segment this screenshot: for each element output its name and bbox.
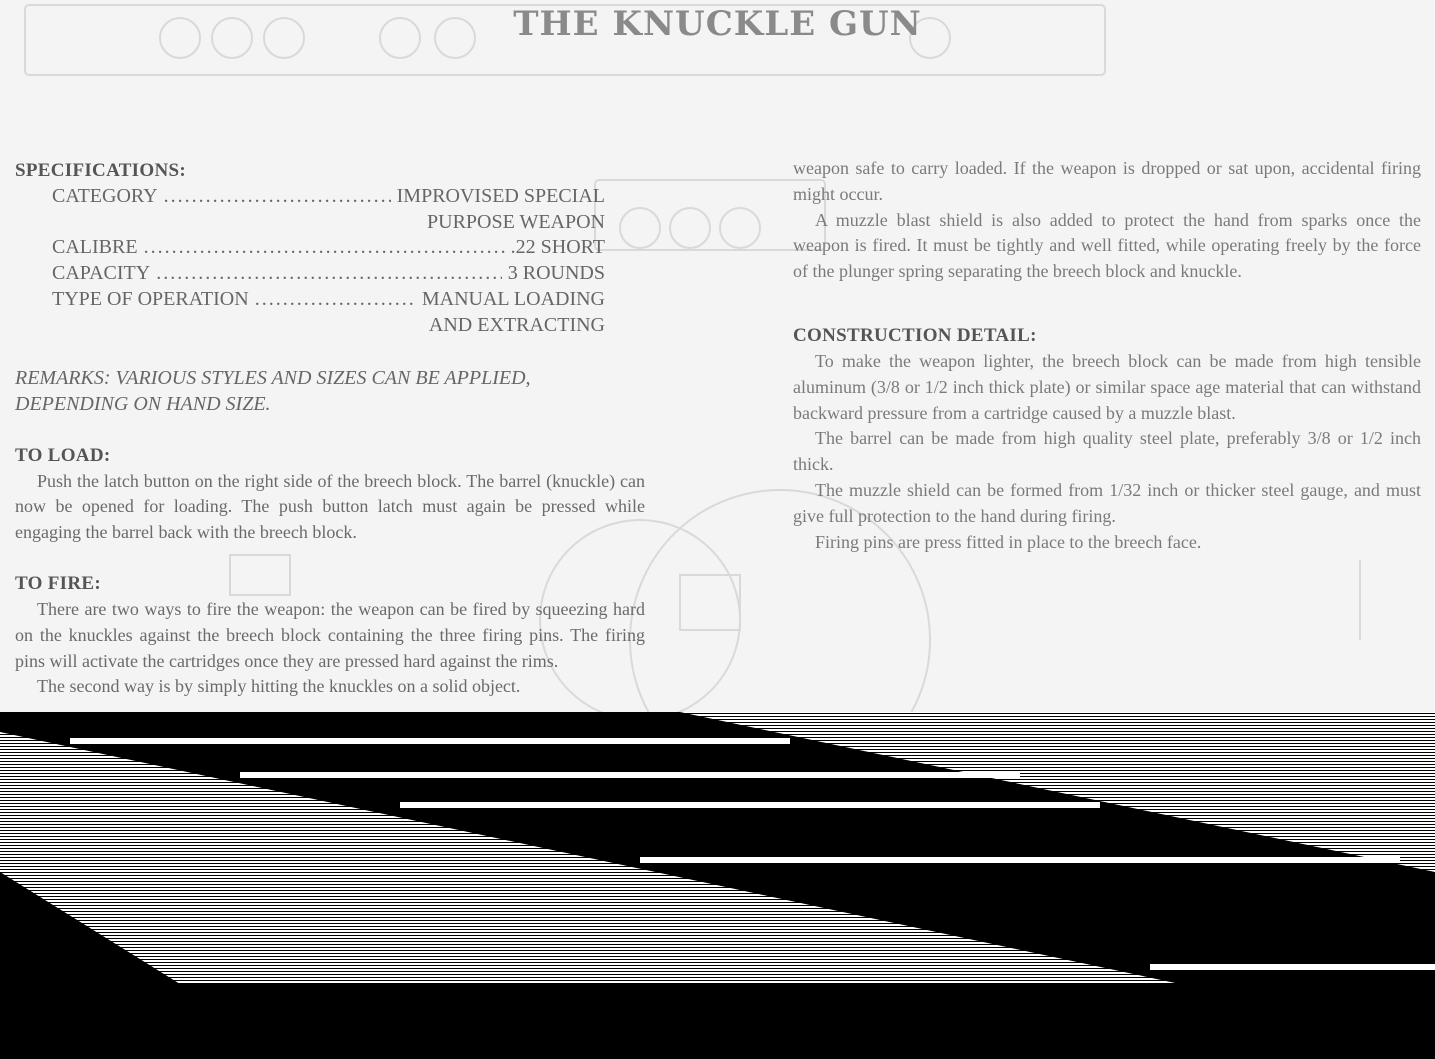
spec-row-category (52, 184, 605, 210)
spec-label: CAPACITY (52, 262, 151, 285)
leader-dots (164, 184, 391, 210)
leader-dots (156, 261, 502, 287)
scan-black-border (0, 984, 1435, 1059)
to-fire-paragraph: The second way is by simply hitting the knuckles on a solid object. (37, 676, 521, 697)
scan-artifact-bands (0, 712, 1435, 984)
spec-label: CALIBRE (52, 236, 138, 259)
leader-dots (255, 287, 416, 313)
to-load-paragraph: Push the latch button on the right side of the breech block. The barrel (knuckle) can now be opened for loading. The push button latch must again be pressed while engaging the barrel back with the breech block. (15, 470, 645, 543)
construction-heading: CONSTRUCTION DETAIL: (793, 324, 1037, 346)
scan-artifact-stripes (0, 712, 1435, 984)
construction-paragraph: Firing pins are press fitted in place to the breech face. (815, 531, 1202, 552)
page-title: THE KNUCKLE GUN (513, 4, 922, 44)
construction-paragraph: The muzzle shield can be formed from 1/32 inch or thicker steel gauge, and must give full protection to the hand during firing. (793, 479, 1421, 526)
spec-value: MANUAL LOADING (421, 287, 605, 310)
spec-row-calibre (52, 235, 605, 261)
right-column (793, 156, 1421, 555)
construction-paragraph: The barrel can be made from high quality steel plate, preferably 3/8 or 1/2 inch thick. (793, 428, 1421, 475)
spec-row-type-of-operation (52, 287, 605, 313)
spec-row-capacity (52, 261, 605, 287)
left-column (15, 158, 645, 700)
spec-label: CATEGORY (52, 185, 158, 207)
spec-value: .22 SHORT (510, 236, 605, 259)
to-fire-heading: TO FIRE: (15, 573, 101, 595)
spec-label: TYPE OF OPERATION (52, 287, 249, 310)
to-load-section (15, 443, 645, 546)
to-fire-section (15, 571, 645, 700)
to-load-heading: TO LOAD: (15, 444, 111, 466)
remarks: REMARKS: VARIOUS STYLES AND SIZES CAN BE APPLIED, DEPENDING ON HAND SIZE. (15, 367, 531, 415)
leader-dots (144, 235, 505, 261)
continued-paragraph: weapon safe to carry loaded. If the weapon is dropped or sat upon, accidental firing might occur. (793, 158, 1421, 204)
construction-paragraph: To make the weapon lighter, the breech block can be made from high tensible aluminum (3/8 or 1/2 inch thick plate) or similar space age material that can withstand backward pressure from a cartridge caused by a muzzle blast. (793, 350, 1421, 423)
spec-value: 3 ROUNDS (507, 262, 605, 285)
spec-value-continuation: AND EXTRACTING (428, 313, 605, 336)
spec-value: IMPROVISED SPECIAL (396, 185, 605, 207)
to-fire-paragraph: There are two ways to fire the weapon: the weapon can be fired by squeezing hard on the knuckles against the breech block containing the three firing pins. The firing pins will activate the cartridges once they are pressed hard against the rims. (15, 599, 645, 671)
construction-section (793, 323, 1421, 555)
spec-value-continuation: PURPOSE WEAPON (427, 210, 605, 233)
muzzle-shield-paragraph: A muzzle blast shield is also added to protect the hand from sparks once the weapon is fired. It must be tightly and well fitted, while operating freely by the force of the plunger spring separating the breech block and knuckle. (793, 209, 1421, 282)
specifications-table (52, 184, 605, 338)
specifications-heading: SPECIFICATIONS: (15, 160, 186, 181)
